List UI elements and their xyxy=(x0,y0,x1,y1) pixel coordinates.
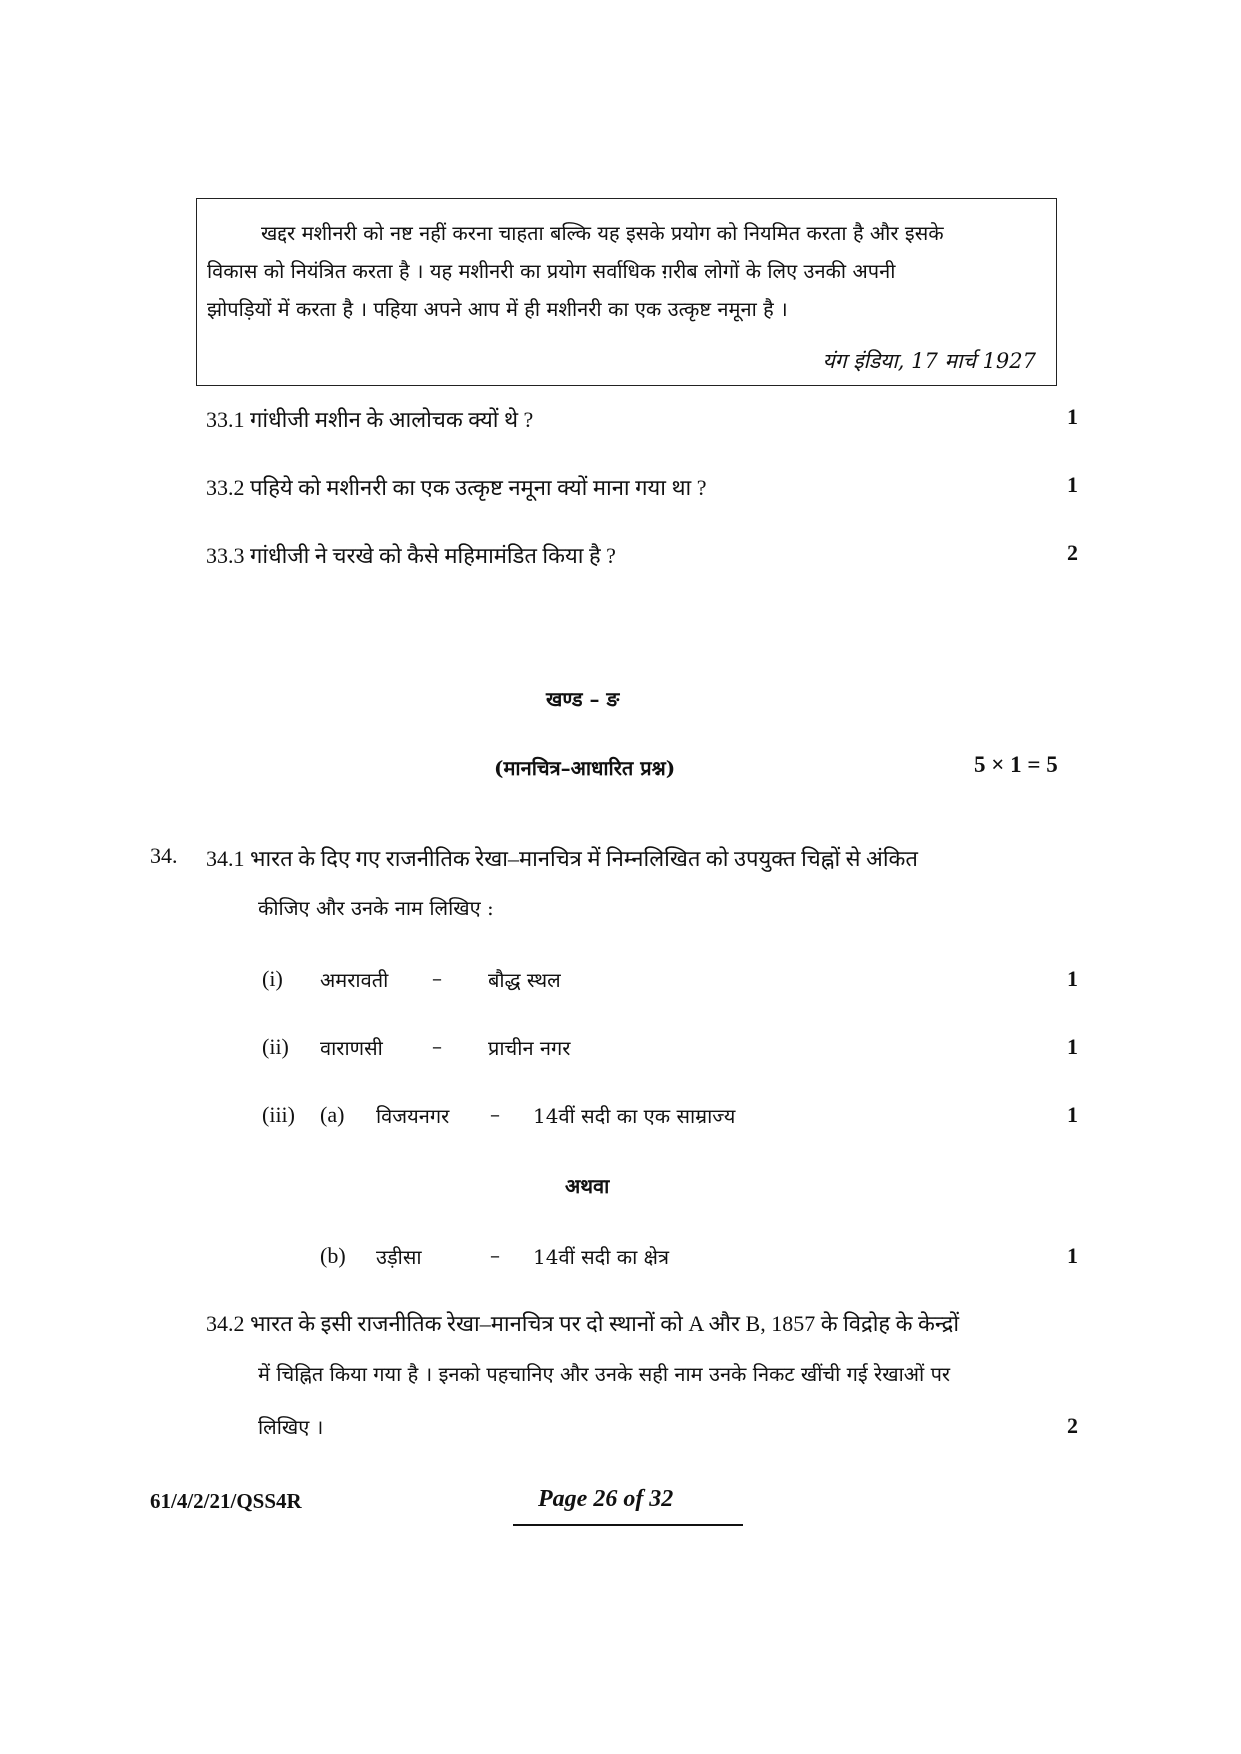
q34-2-line3: लिखिए । xyxy=(258,1415,324,1439)
q34-item-iii-b-marks: 1 xyxy=(1067,1243,1078,1268)
q34-item-iii-b-place: उड़ीसा xyxy=(376,1245,422,1269)
quote-box xyxy=(196,198,1057,386)
q34-1-line2: कीजिए और उनके नाम लिखिए : xyxy=(258,896,494,920)
quote-line-1: खद्दर मशीनरी को नष्ट नहीं करना चाहता बल्कि यह इसके प्रयोग को नियमित करता है और इसके xyxy=(261,221,944,245)
q34-item-iii-a-dash: – xyxy=(490,1102,500,1126)
q34-item-iii-a-label: (a) xyxy=(320,1102,345,1127)
paper-code: 61/4/2/21/QSS4R xyxy=(150,1489,302,1513)
q34-item-ii-place: वाराणसी xyxy=(320,1036,383,1060)
q34-item-iii-a-desc: 14वीं सदी का एक साम्राज्य xyxy=(533,1104,736,1128)
q33-2-text: 33.2 पहिये को मशीनरी का एक उत्कृष्ट नमूना क्यों माना गया था ? xyxy=(206,475,707,500)
section-marks: 5 × 1 = 5 xyxy=(974,752,1058,777)
q34-item-i-desc: बौद्ध स्थल xyxy=(488,968,561,992)
q34-item-ii-dash: – xyxy=(432,1034,442,1058)
q34-2-line1: 34.2 भारत के इसी राजनीतिक रेखा–मानचित्र पर दो स्थानों को A और B, 1857 के विद्रोह के केन्द्रों xyxy=(206,1311,960,1336)
q34-2-marks: 2 xyxy=(1067,1413,1078,1438)
q34-item-i-place: अमरावती xyxy=(320,968,389,992)
q34-item-iii-num: (iii) xyxy=(262,1102,295,1127)
q33-1-text: 33.1 गांधीजी मशीन के आलोचक क्यों थे ? xyxy=(206,407,534,432)
page-number-underline xyxy=(513,1524,743,1526)
q33-3-text: 33.3 गांधीजी ने चरखे को कैसे महिमामंडित किया है ? xyxy=(206,543,616,568)
q33-1-marks: 1 xyxy=(1067,404,1078,429)
q34-item-ii-marks: 1 xyxy=(1067,1034,1078,1059)
or-label: अथवा xyxy=(565,1174,610,1198)
q34-item-iii-a-place: विजयनगर xyxy=(376,1104,450,1128)
q34-2-line2: में चिह्नित किया गया है । इनको पहचानिए और उनके सही नाम उनके निकट खींची गई रेखाओं पर xyxy=(258,1362,951,1386)
q34-item-i-num: (i) xyxy=(262,966,283,991)
q33-2-marks: 1 xyxy=(1067,472,1078,497)
section-subtitle: (मानचित्र–आधारित प्रश्न) xyxy=(494,756,676,780)
q34-1-line1: 34.1 भारत के दिए गए राजनीतिक रेखा–मानचित्र में निम्नलिखित को उपयुक्त चिह्नों से अंकित xyxy=(206,846,918,871)
page-number: Page 26 of 32 xyxy=(538,1486,674,1512)
q34-item-ii-desc: प्राचीन नगर xyxy=(488,1036,571,1060)
q34-item-iii-b-desc: 14वीं सदी का क्षेत्र xyxy=(533,1245,670,1269)
q34-item-iii-b-dash: – xyxy=(490,1243,500,1267)
q34-number: 34. xyxy=(150,843,178,868)
quote-source: यंग इंडिया, 17 मार्च 1927 xyxy=(822,349,1036,373)
quote-line-2: विकास को नियंत्रित करता है । यह मशीनरी का प्रयोग सर्वाधिक ग़रीब लोगों के लिए उनकी अपनी xyxy=(207,259,896,283)
q34-item-ii-num: (ii) xyxy=(262,1034,289,1059)
q34-item-i-marks: 1 xyxy=(1067,966,1078,991)
quote-line-3: झोपड़ियों में करता है । पहिया अपने आप में ही मशीनरी का एक उत्कृष्ट नमूना है । xyxy=(207,297,788,321)
q34-item-i-dash: – xyxy=(432,966,442,990)
q33-3-marks: 2 xyxy=(1067,540,1078,565)
section-title: खण्ड – ङ xyxy=(546,687,620,711)
q34-item-iii-a-marks: 1 xyxy=(1067,1102,1078,1127)
q34-item-iii-b-label: (b) xyxy=(320,1243,346,1268)
